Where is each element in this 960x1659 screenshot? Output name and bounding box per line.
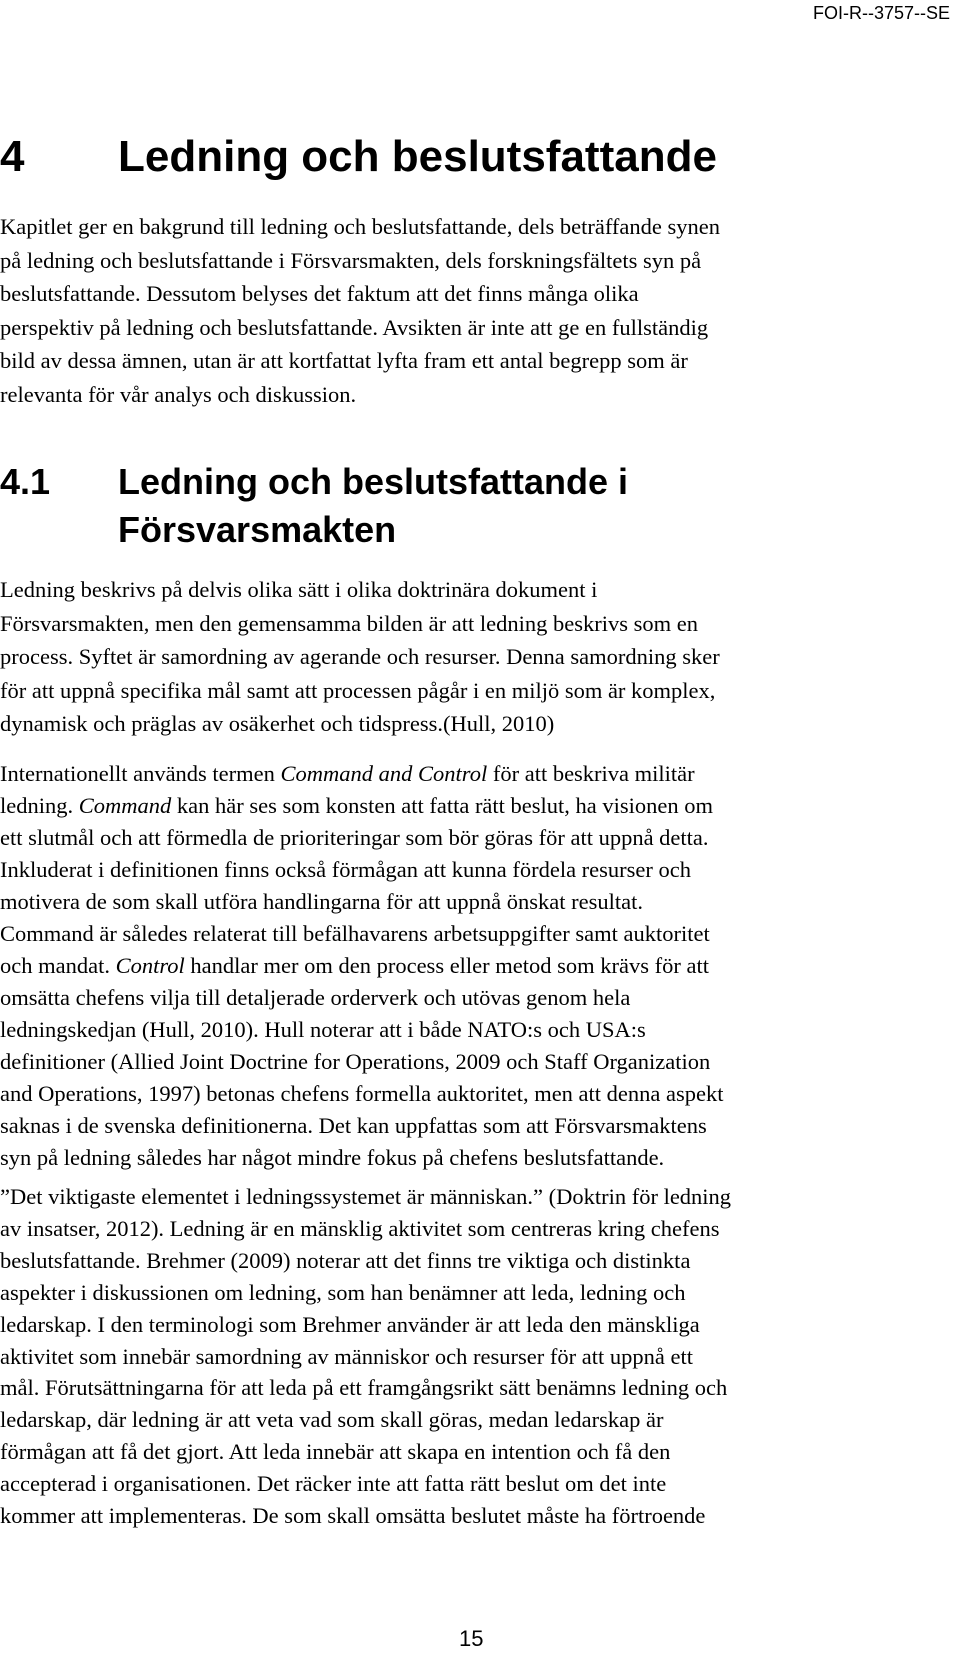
text-line: saknas i de svenska definitionerna. Det kan uppfattas som att Försvarsmaktens xyxy=(0,1113,707,1138)
text-line: aspekter i diskussionen om ledning, som han benämner att leda, ledning och xyxy=(0,1279,686,1305)
page-number: 15 xyxy=(459,1626,484,1651)
text-line: ”Det viktigaste elementet i ledningssystemet är människan.” (Doktrin för ledning xyxy=(0,1184,732,1209)
text-line: ledarskap. I den terminologi som Brehmer använder är att leda den mänskliga xyxy=(0,1311,700,1337)
text-line: accepterad i organisationen. Det räcker inte att fatta rätt beslut om det inte xyxy=(0,1471,667,1497)
report-id: FOI-R--3757--SE xyxy=(812,3,950,23)
term-command: Command xyxy=(78,793,172,818)
text-line: mål. Förutsättningarna för att leda på ett framgångsrikt sätt benämns ledning och xyxy=(0,1375,728,1401)
text-line: Ledning beskrivs på delvis olika sätt i olika doktrinära dokument i xyxy=(0,577,598,602)
section-heading xyxy=(0,458,738,554)
chapter-number: 4 xyxy=(0,132,25,181)
text-line: ledarskap, där ledning är att veta vad som skall göras, medan ledarskap är xyxy=(0,1407,664,1433)
chapter-title: Ledning och beslutsfattande xyxy=(118,132,717,181)
text-line: förmågan att få det gjort. Att leda innebär att skapa en intention och få den xyxy=(0,1439,671,1465)
text-line: perspektiv på ledning och beslutsfattande. Avsikten är inte att ge en fullständig xyxy=(0,314,709,340)
text-run: kan här ses som konsten att fatta rätt beslut, ha visionen om xyxy=(171,793,714,818)
text-run: handlar mer om den process eller metod som krävs för att xyxy=(184,953,709,978)
text-line: and Operations, 1997) betonas chefens formella auktoritet, men att denna aspekt xyxy=(0,1081,724,1106)
text-line: bild av dessa ämnen, utan är att kortfattat lyfta fram ett antal begrepp som är xyxy=(0,348,688,373)
intro-paragraph xyxy=(0,210,960,411)
text-line: ett slutmål och att förmedla de prioriteringar som bör göras för att uppnå detta. xyxy=(0,825,709,850)
paragraph-command-and-control xyxy=(0,758,960,1174)
text-line: motivera de som skall utföra handlingarna för att uppnå önskat resultat. xyxy=(0,889,643,914)
text-line: process. Syftet är samordning av agerande och resurser. Denna samordning sker xyxy=(0,644,720,670)
text-line: beslutsfattande. Dessutom belyses det faktum att det finns många olika xyxy=(0,281,639,306)
text-line: syn på ledning således har något mindre fokus på chefens beslutsfattande. xyxy=(0,1145,665,1170)
text-run: Internationellt används termen xyxy=(0,761,281,786)
term-command-and-control: Command and Control xyxy=(280,761,488,786)
text-run: för att beskriva militär xyxy=(487,761,695,786)
section-title: Ledning och beslutsfattande i Försvarsmakten xyxy=(118,461,629,550)
text-line: Kapitlet ger en bakgrund till ledning och beslutsfattande, dels beträffande synen xyxy=(0,214,720,239)
text-line: beslutsfattande. Brehmer (2009) noterar att det finns tre viktiga och distinkta xyxy=(0,1247,691,1273)
text-line: definitioner (Allied Joint Doctrine for Operations, 2009 och Staff Organization xyxy=(0,1049,711,1074)
paragraph-ledning-process xyxy=(0,573,960,741)
chapter-heading xyxy=(0,127,717,187)
text-line: dynamisk och präglas av osäkerhet och tidspress.(Hull, 2010) xyxy=(0,711,555,737)
paragraph-manniskan xyxy=(0,1181,960,1532)
text-run: ledning. xyxy=(0,793,79,818)
text-line: på ledning och beslutsfattande i Försvarsmakten, dels forskningsfältets syn på xyxy=(0,247,702,273)
text-line: Försvarsmakten, men den gemensamma bilden är att ledning beskrivs som en xyxy=(0,610,698,636)
text-line: ledningskedjan (Hull, 2010). Hull noterar att i både NATO:s och USA:s xyxy=(0,1017,646,1042)
text-line: Command är således relaterat till befälhavarens arbetsuppgifter samt auktoritet xyxy=(0,921,710,946)
text-line: kommer att implementeras. De som skall omsätta beslutet måste ha förtroende xyxy=(0,1503,706,1529)
text-run: och mandat. xyxy=(0,953,116,978)
text-line: aktivitet som innebär samordning av människor och resurser för att uppnå ett xyxy=(0,1343,693,1369)
text-line: relevanta för vår analys och diskussion. xyxy=(0,381,357,407)
term-control: Control xyxy=(115,953,185,978)
text-line: Inkluderat i definitionen finns också förmågan att kunna fördela resurser och xyxy=(0,857,692,882)
text-line: för att uppnå specifika mål samt att processen pågår i en miljö som är komplex, xyxy=(0,677,716,703)
text-line: av insatser, 2012). Ledning är en mänsklig aktivitet som centreras kring chefens xyxy=(0,1215,720,1241)
section-number: 4.1 xyxy=(0,461,51,502)
text-line xyxy=(0,758,960,790)
text-line: omsätta chefens vilja till detaljerade orderverk och utövas genom hela xyxy=(0,985,631,1010)
text-line xyxy=(0,950,960,982)
text-line xyxy=(0,790,960,822)
